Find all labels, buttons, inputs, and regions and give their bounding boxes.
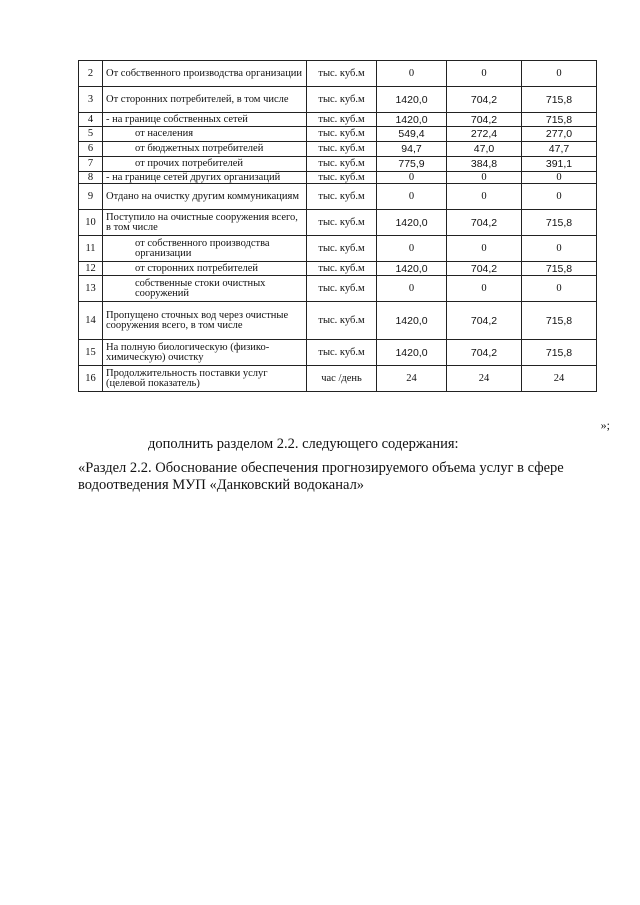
table-row xyxy=(79,157,597,172)
value-half-2: 715,8 xyxy=(522,340,597,366)
value-half-1: 0 xyxy=(447,184,522,210)
value-half-2: 715,8 xyxy=(522,302,597,340)
value-total: 1420,0 xyxy=(377,87,447,113)
unit-of-measure: тыс. куб.м xyxy=(307,87,377,113)
value-half-1: 0 xyxy=(447,236,522,262)
value-half-1: 704,2 xyxy=(447,113,522,127)
table-row xyxy=(79,87,597,113)
value-half-2: 277,0 xyxy=(522,127,597,142)
row-number: 15 xyxy=(79,340,103,366)
row-number: 16 xyxy=(79,366,103,392)
table-row xyxy=(79,172,597,184)
value-half-2: 715,8 xyxy=(522,87,597,113)
value-half-2: 0 xyxy=(522,172,597,184)
table-row xyxy=(79,184,597,210)
value-total: 0 xyxy=(377,276,447,302)
row-number: 13 xyxy=(79,276,103,302)
indicator-name: На полную биологическую (физико-химическую) очистку xyxy=(103,340,307,366)
value-half-2: 0 xyxy=(522,184,597,210)
table-row xyxy=(79,276,597,302)
value-total: 94,7 xyxy=(377,142,447,157)
row-number: 5 xyxy=(79,127,103,142)
unit-of-measure: тыс. куб.м xyxy=(307,142,377,157)
unit-of-measure: тыс. куб.м xyxy=(307,236,377,262)
value-total: 0 xyxy=(377,236,447,262)
unit-of-measure: тыс. куб.м xyxy=(307,172,377,184)
unit-of-measure: тыс. куб.м xyxy=(307,61,377,87)
indicator-name: Пропущено сточных вод через очистные сооружения всего, в том числе xyxy=(103,302,307,340)
value-half-1: 704,2 xyxy=(447,87,522,113)
value-total: 0 xyxy=(377,61,447,87)
value-total: 1420,0 xyxy=(377,210,447,236)
value-half-1: 0 xyxy=(447,276,522,302)
value-half-2: 24 xyxy=(522,366,597,392)
indicator-name: от прочих потребителей xyxy=(103,157,307,172)
amendment-paragraph: дополнить разделом 2.2. следующего содержания: xyxy=(148,436,459,452)
value-half-2: 0 xyxy=(522,236,597,262)
table-row xyxy=(79,366,597,392)
value-half-1: 24 xyxy=(447,366,522,392)
table-row xyxy=(79,236,597,262)
indicator-name: от бюджетных потребителей xyxy=(103,142,307,157)
value-half-1: 704,2 xyxy=(447,210,522,236)
row-number: 8 xyxy=(79,172,103,184)
unit-of-measure: тыс. куб.м xyxy=(307,210,377,236)
value-total: 0 xyxy=(377,184,447,210)
row-number: 14 xyxy=(79,302,103,340)
value-total: 1420,0 xyxy=(377,113,447,127)
row-number: 10 xyxy=(79,210,103,236)
value-total: 1420,0 xyxy=(377,262,447,276)
table-row xyxy=(79,210,597,236)
unit-of-measure: тыс. куб.м xyxy=(307,113,377,127)
section-heading: «Раздел 2.2. Обоснование обеспечения прогнозируемого объема услуг в сфере водоотведения МУП «Данковский водоканал» xyxy=(78,460,564,493)
indicator-name: собственные стоки очистных сооружений xyxy=(103,276,307,302)
indicator-name: - на границе собственных сетей xyxy=(103,113,307,127)
value-total: 1420,0 xyxy=(377,340,447,366)
table-row xyxy=(79,113,597,127)
value-half-2: 715,8 xyxy=(522,262,597,276)
row-number: 4 xyxy=(79,113,103,127)
row-number: 11 xyxy=(79,236,103,262)
indicator-name: Поступило на очистные сооружения всего, в том числе xyxy=(103,210,307,236)
value-half-2: 391,1 xyxy=(522,157,597,172)
value-total: 24 xyxy=(377,366,447,392)
row-number: 12 xyxy=(79,262,103,276)
row-number: 3 xyxy=(79,87,103,113)
indicator-name: от населения xyxy=(103,127,307,142)
row-number: 9 xyxy=(79,184,103,210)
indicator-name: - на границе сетей других организаций xyxy=(103,172,307,184)
value-total: 549,4 xyxy=(377,127,447,142)
table-row xyxy=(79,142,597,157)
value-half-1: 384,8 xyxy=(447,157,522,172)
value-half-2: 47,7 xyxy=(522,142,597,157)
table-row xyxy=(79,127,597,142)
value-half-1: 704,2 xyxy=(447,340,522,366)
table-row xyxy=(79,340,597,366)
value-half-2: 715,8 xyxy=(522,210,597,236)
table-row xyxy=(79,61,597,87)
value-half-1: 704,2 xyxy=(447,302,522,340)
row-number: 6 xyxy=(79,142,103,157)
water-disposal-table xyxy=(78,60,597,392)
value-total: 1420,0 xyxy=(377,302,447,340)
indicator-name: От собственного производства организации xyxy=(103,61,307,87)
value-half-2: 0 xyxy=(522,276,597,302)
row-number: 7 xyxy=(79,157,103,172)
value-half-2: 0 xyxy=(522,61,597,87)
indicator-name: От сторонних потребителей, в том числе xyxy=(103,87,307,113)
value-half-2: 715,8 xyxy=(522,113,597,127)
value-half-1: 0 xyxy=(447,172,522,184)
unit-of-measure: тыс. куб.м xyxy=(307,127,377,142)
value-half-1: 0 xyxy=(447,61,522,87)
indicator-name: от сторонних потребителей xyxy=(103,262,307,276)
unit-of-measure: тыс. куб.м xyxy=(307,184,377,210)
value-total: 775,9 xyxy=(377,157,447,172)
value-half-1: 272,4 xyxy=(447,127,522,142)
unit-of-measure: час /день xyxy=(307,366,377,392)
table-body xyxy=(79,61,597,392)
unit-of-measure: тыс. куб.м xyxy=(307,276,377,302)
value-half-1: 704,2 xyxy=(447,262,522,276)
table-row xyxy=(79,262,597,276)
value-half-1: 47,0 xyxy=(447,142,522,157)
row-number: 2 xyxy=(79,61,103,87)
indicator-name: от собственного производства организации xyxy=(103,236,307,262)
unit-of-measure: тыс. куб.м xyxy=(307,262,377,276)
unit-of-measure: тыс. куб.м xyxy=(307,157,377,172)
indicator-name: Продолжительность поставки услуг (целевой показатель) xyxy=(103,366,307,392)
indicator-name: Отдано на очистку другим коммуникациям xyxy=(103,184,307,210)
closing-quote: »; xyxy=(600,418,610,432)
table-row xyxy=(79,302,597,340)
unit-of-measure: тыс. куб.м xyxy=(307,340,377,366)
value-total: 0 xyxy=(377,172,447,184)
unit-of-measure: тыс. куб.м xyxy=(307,302,377,340)
